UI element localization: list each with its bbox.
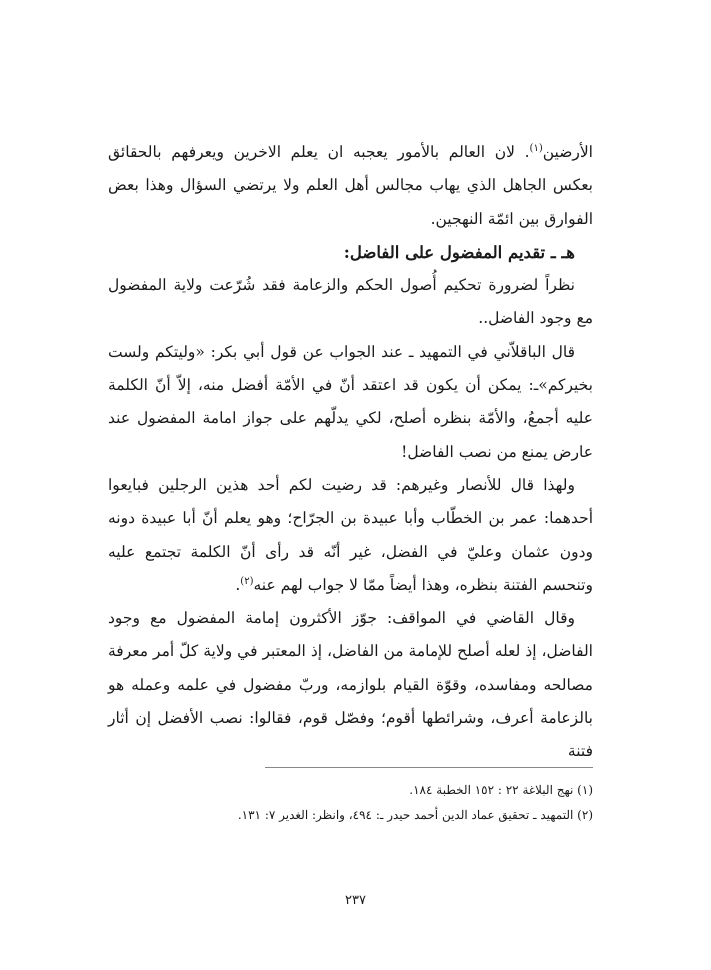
footnotes: [108, 778, 593, 828]
footnote-2: (٢) التمهيد ـ تحقيق عماد الدين أحمد حيدر ـ: ٤٩٤، وانظر: الغدير ٧: ١٣١.: [237, 808, 593, 822]
footnote-1: (١) نهج البلاغة ٢٢ : ١٥٢ الخطبة ١٨٤.: [409, 783, 593, 797]
paragraph-2: نظراً لضرورة تحكيم أُصول الحكم والزعامة فقد شُرّعت ولاية المفضول مع وجود الفاضل..: [108, 276, 593, 328]
page-number: ٢٣٧: [345, 893, 366, 908]
paragraph-1-start: الأرضين: [542, 143, 593, 161]
paragraph-3: قال الباقلاّني في التمهيد ـ عند الجواب عن قول أبي بكر: «وليتكم ولست بخيركم»ـ: يمكن أن يكون قد اعتقد أنّ في الأمّة أفضل منه، إلاّ أنّ الكلمة عليه أجمعُ، والأمّة بنظره أصلح، لكي يدلّهم على جواز امامة المفضول عند عارض يمنع من نصب الفاضل!: [108, 342, 593, 461]
footnote-divider: [265, 767, 593, 768]
footnote-ref-1: (١): [529, 142, 543, 154]
paragraph-5: وقال القاضي في المواقف: جوّز الأكثرون إمامة المفضول مع وجود الفاضل، إذ لعله أصلح للإمامة من الفاضل، إذ المعتبر في ولاية كلّ أمر معرفة مصالحه ومفاسده، وقوّة القيام بلوازمه، وربّ مفضول في علمه وعمله هو بالزعامة أعرف، وشرائطها أقوم؛ وفصّل قوم، فقالوا: نصب الأفضل إن أثار فتنة: [108, 609, 593, 761]
paragraph-4: [108, 469, 593, 602]
paragraph-1-rest: . لان العالم بالأمور يعجبه ان يعلم الاخرين ويعرفهم بالحقائق بعكس الجاهل الذي يهاب مجالس أهل العلم ولا يرتضي السؤال وهذا بعض الفوارق بين ائمّة النهجين.: [108, 143, 593, 228]
paragraph-4-text: ولهذا قال للأنصار وغيرهم: قد رضيت لكم أحد هذين الرجلين فبايعوا أحدهما: عمر بن الخطّاب وأبا عبيدة بن الجرّاح؛ وهو يعلم أنّ أبا عبيدة دونه ودون عثمان وعليّ في الفضل، غير أنّه قد رأى أنّ الكلمة تجتمع عليه وتنحسم الفتنة بنظره، وهذا أيضاً ممّا لا جواب لهم عنه: [108, 475, 593, 594]
paragraph-4-end: .: [235, 575, 241, 594]
paragraph-1: [108, 136, 593, 236]
footnote-ref-2: (٢): [240, 575, 254, 587]
body-text: [108, 136, 593, 769]
section-heading: هـ ـ تقديم المفضول على الفاضل:: [343, 242, 575, 262]
